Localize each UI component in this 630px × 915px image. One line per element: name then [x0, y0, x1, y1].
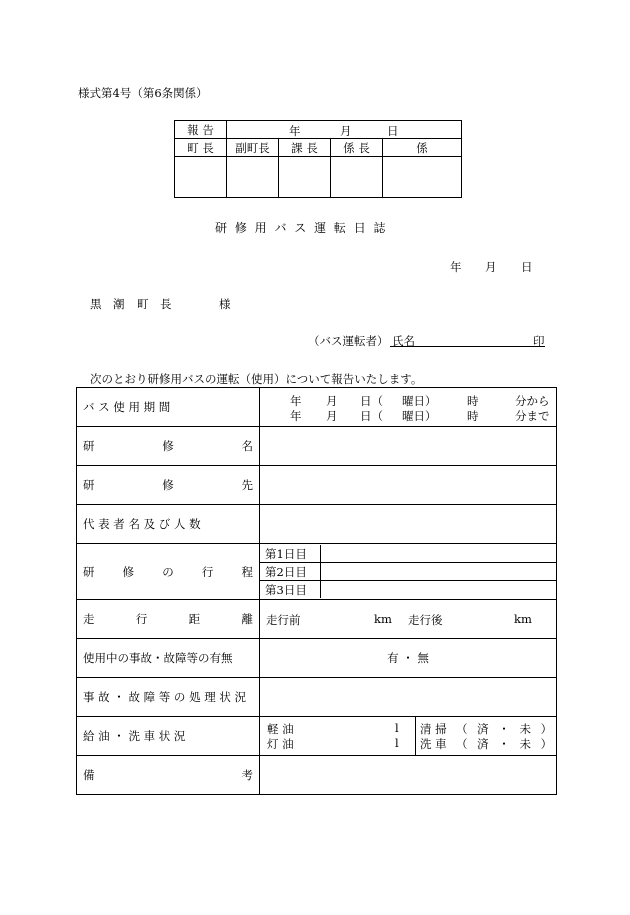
- light-oil-label: 軽 油: [267, 722, 294, 736]
- distance-before-label: 走行前: [266, 613, 301, 627]
- report-date-cell: [227, 121, 462, 139]
- driver-seal: 印: [533, 334, 545, 348]
- representative-label: 代 表 者 名 及 び 人 数: [77, 505, 260, 544]
- seal-box-mayor[interactable]: [175, 157, 227, 198]
- training-dest-field[interactable]: [260, 466, 557, 505]
- report-label: 報 告: [175, 121, 227, 139]
- itinerary-day-2-field[interactable]: [321, 563, 557, 581]
- washing-status: （ 済 ・ 未 ）: [456, 737, 556, 751]
- training-name-label: 研 修 名: [77, 427, 260, 466]
- date-day: 日: [521, 260, 533, 274]
- fuel-cell: [260, 717, 557, 756]
- distance-label: 走 行 距 離: [77, 600, 260, 639]
- report-month: 月: [340, 124, 352, 138]
- washing-label: 洗 車: [420, 737, 447, 751]
- driver-name-label: 氏名: [392, 334, 415, 348]
- driver-label: （バス運転者）: [308, 334, 389, 348]
- itinerary-day-3-field[interactable]: [321, 581, 557, 599]
- main-table: [76, 387, 557, 795]
- representative-field[interactable]: [260, 505, 557, 544]
- period-to-hour: 時: [467, 409, 479, 423]
- period-to-minute: 分まで: [515, 409, 550, 423]
- itinerary-day-2-label: 第2日目: [260, 563, 321, 581]
- report-day: 日: [387, 124, 399, 138]
- intro-text: 次のとおり研修用バスの運転（使用）について報告いたします。: [90, 372, 423, 386]
- itinerary-day-1-field[interactable]: [321, 545, 557, 563]
- date-year: 年: [450, 260, 462, 274]
- distance-field[interactable]: [260, 600, 557, 639]
- period-to-weekday: 曜日）: [402, 409, 437, 423]
- itinerary-day-1-label: 第1日目: [260, 545, 321, 563]
- form-number: 様式第4号（第6条関係）: [78, 86, 208, 100]
- addressee-4: 長: [160, 297, 172, 311]
- itinerary-cell: [260, 544, 557, 600]
- period-value[interactable]: [260, 388, 557, 427]
- period-from-day: 日（: [360, 394, 383, 408]
- kerosene-label: 灯 油: [267, 737, 294, 751]
- period-to-year: 年: [290, 409, 302, 423]
- accident-label: 使用中の事故・故障等の有無: [77, 639, 260, 678]
- cleaning-label: 清 掃: [420, 722, 447, 736]
- training-dest-label: 研 修 先: [77, 466, 260, 505]
- period-to-month: 月: [326, 409, 338, 423]
- distance-after-label: 走行後: [408, 613, 443, 627]
- date-month: 月: [485, 260, 497, 274]
- period-from-minute: 分から: [515, 394, 550, 408]
- role-section-chief: 課 長: [279, 139, 331, 157]
- cleaning-status: （ 済 ・ 未 ）: [456, 722, 556, 736]
- role-staff: 係: [383, 139, 462, 157]
- handling-field[interactable]: [260, 678, 557, 717]
- itinerary-day-3-label: 第3日目: [260, 581, 321, 599]
- remarks-label: 備 考: [77, 756, 260, 795]
- remarks-field[interactable]: [260, 756, 557, 795]
- seal-box-deputy-mayor[interactable]: [227, 157, 279, 198]
- seal-box-subsection-chief[interactable]: [331, 157, 383, 198]
- itinerary-label: 研 修 の 行 程: [77, 544, 260, 600]
- period-from-weekday: 曜日）: [402, 394, 437, 408]
- fuel-label: 給 油 ・ 洗 車 状 況: [77, 717, 260, 756]
- role-mayor: 町 長: [175, 139, 227, 157]
- fuel-oil-section[interactable]: [260, 717, 416, 755]
- addressee-sama: 様: [219, 297, 231, 311]
- period-to-day: 日（: [360, 409, 383, 423]
- period-from-month: 月: [326, 394, 338, 408]
- addressee-1: 黒: [90, 297, 102, 311]
- report-year: 年: [289, 124, 301, 138]
- wash-section[interactable]: [416, 717, 556, 755]
- seal-box-staff[interactable]: [383, 157, 462, 198]
- accident-choice[interactable]: 有 ・ 無: [260, 639, 557, 678]
- period-from-year: 年: [290, 394, 302, 408]
- role-deputy-mayor: 副町長: [227, 139, 279, 157]
- addressee-2: 潮: [113, 297, 125, 311]
- distance-before-unit: km: [374, 612, 392, 626]
- role-subsection-chief: 係 長: [331, 139, 383, 157]
- distance-after-unit: km: [514, 612, 532, 626]
- page-title: 研 修 用 バ ス 運 転 日 誌: [215, 221, 388, 235]
- addressee-3: 町: [137, 297, 149, 311]
- approval-table: [174, 120, 462, 198]
- kerosene-unit: l: [395, 736, 399, 750]
- seal-box-section-chief[interactable]: [279, 157, 331, 198]
- period-from-hour: 時: [467, 394, 479, 408]
- handling-label: 事 故 ・ 故 障 等 の 処 理 状 況: [77, 678, 260, 717]
- period-label: バ ス 使 用 期 間: [77, 388, 260, 427]
- training-name-field[interactable]: [260, 427, 557, 466]
- light-oil-unit: l: [395, 721, 399, 735]
